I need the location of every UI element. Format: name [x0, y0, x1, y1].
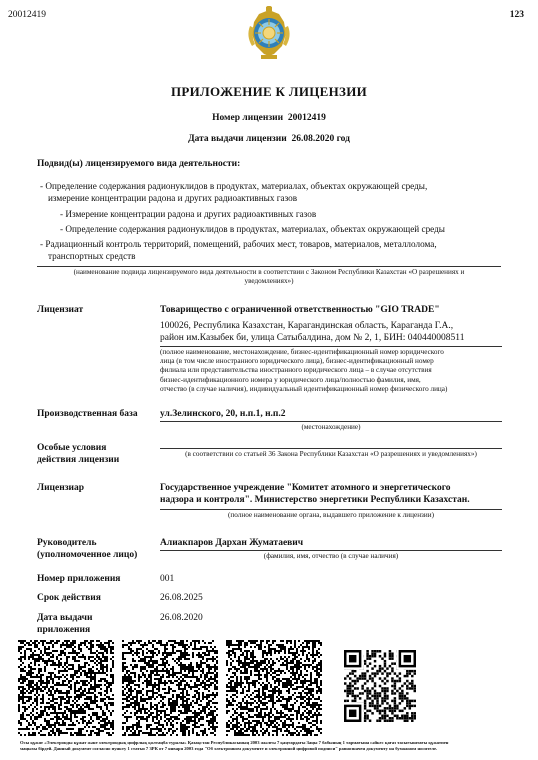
activity-note-line: (наименование подвида лицензируемого вида деятельности в соответствии с Законом Республики Казахстан «О разрешениях и — [73, 268, 465, 276]
activity-item — [40, 250, 510, 262]
special-conditions-caption: (в соответствии со статьей 36 Закона Республики Казахстан «О разрешениях и уведомлениях») — [185, 450, 477, 458]
bullet: - — [40, 239, 44, 249]
appendix-number-label: Номер приложения — [37, 574, 121, 584]
licensee-caption-line: (полное наименование, местонахождение, бизнес-идентификационный номер юридического — [160, 348, 444, 356]
footer-line: Осы құжат «Электронды құжат және электрондық цифрлық қолтаңба туралы» Қазақстан Республикасының 2003 жылғы 7 қаңтардағы Заңы 7 бабының 1 тармағына сәйкес қағаз тасығыштағы құжатпен — [20, 740, 449, 745]
head-rule — [160, 550, 502, 551]
head-name: Алиакпаров Дархан Жуматаевич — [160, 538, 304, 548]
activity-item — [40, 223, 510, 235]
special-conditions-label-line: действия лицензии — [37, 455, 120, 465]
licensee-caption — [160, 348, 502, 394]
issue-date-label-line: Дата выдачи — [37, 613, 93, 623]
activity-note-line: уведомлениях») — [244, 277, 294, 285]
dense-code-block — [226, 640, 322, 736]
page-number: 123 — [509, 10, 524, 20]
licensor-value — [160, 482, 502, 506]
license-number-line — [0, 113, 538, 123]
licensee-caption-line: бизнес-идентификационного номера у юридического лица/полностью фамилия, имя, — [160, 375, 421, 384]
activity-item — [40, 208, 510, 220]
issue-date-value: 26.08.2020 год — [291, 134, 350, 144]
licensee-address-line: район им.Казыбек би, улица Сатыбалдина, дом № 2, 1, БИН: 040440008511 — [160, 333, 465, 343]
licensee-caption-line: отчество (в случае наличия), индивидуальный идентификационный номер физического лица) — [160, 384, 448, 393]
activity-item — [40, 180, 510, 192]
licensee-caption-line: филиала или представительства иностранного юридического лица – в случае отсутствия — [160, 366, 432, 375]
issue-date-label: Дата выдачи лицензии — [188, 134, 287, 144]
kazakhstan-state-emblem-icon — [246, 6, 292, 62]
activity-item — [40, 192, 510, 204]
licensor-rule — [160, 509, 502, 510]
production-base-label: Производственная база — [37, 409, 138, 419]
activity-rule — [37, 266, 501, 267]
licensee-label: Лицензиат — [37, 305, 84, 315]
head-caption: (фамилия, имя, отчество (в случае наличия) — [263, 552, 399, 560]
activity-heading: Подвид(ы) лицензируемого вида деятельности: — [37, 159, 241, 169]
activity-item-text: Определение содержания радионуклидов в продуктах, материалах, объектах окружающей среды — [65, 224, 445, 234]
issue-date-appendix-value: 26.08.2020 — [160, 613, 203, 623]
activity-item-text: транспортных средств — [48, 251, 136, 261]
bullet: - — [40, 181, 44, 191]
special-conditions-rule — [160, 448, 502, 449]
licensee-address-line: 100026, Республика Казахстан, Карагандинская область, Караганда Г.А., — [160, 321, 454, 331]
activity-note — [30, 268, 508, 286]
licensor-value-line: надзора и контроля". Министерство энергетики Республики Казахстан. — [160, 495, 470, 505]
issue-date-label-line: приложения — [37, 625, 91, 635]
activity-list — [40, 180, 510, 262]
licensee-caption-line: лица (в том числе иностранного юридического лица), бизнес-идентификационный номер — [160, 357, 434, 366]
special-conditions-label-line: Особые условия — [37, 443, 107, 453]
footer-line: маңызы бірдей. Данный документ согласно пункту 1 статьи 7 ЗРК от 7 января 2003 года "Об электронном документе и электронной цифровой подписи" равнозначен документу на бумажном носителе. — [20, 745, 438, 751]
licensee-name: Товарищество с ограниченной ответственностью "GIO TRADE" — [160, 305, 440, 315]
production-base-rule — [160, 421, 502, 422]
licensor-caption: (полное наименование органа, выдавшего приложение к лицензии) — [228, 511, 434, 519]
license-number-label: Номер лицензии — [212, 113, 284, 123]
activity-item-text: Измерение концентрации радона и других радиоактивных газов — [65, 209, 317, 219]
special-conditions-label — [37, 442, 119, 466]
activity-item-text: измерение концентрации радона и других радиоактивных газов — [48, 193, 298, 203]
license-number-header: 20012419 — [8, 10, 46, 20]
appendix-number-value: 001 — [160, 574, 175, 584]
production-base-value: ул.Зелинского, 20, н.п.1, н.п.2 — [160, 409, 286, 419]
issue-date-line — [0, 134, 538, 144]
activity-item-text: Определение содержания радионуклидов в продуктах, материалах, объектах окружающей среды, — [45, 181, 428, 191]
validity-label: Срок действия — [37, 593, 101, 603]
issue-date-appendix-label — [37, 612, 93, 636]
head-label-line: Руководитель — [37, 538, 97, 548]
bullet: - — [60, 209, 64, 219]
licensee-rule — [160, 346, 502, 347]
licensor-label: Лицензиар — [37, 483, 85, 493]
footer-legal-text — [20, 740, 524, 751]
head-label — [37, 537, 137, 561]
licensor-value-line: Государственное учреждение "Комитет атомного и энергетического — [160, 483, 451, 493]
head-label-line: (уполномоченное лицо) — [37, 550, 138, 560]
bullet: - — [60, 224, 64, 234]
validity-value: 26.08.2025 — [160, 593, 203, 603]
dense-code-block — [122, 640, 218, 736]
activity-item-text: Радиационный контроль территорий, помещений, рабочих мест, товаров, материалов, металлолома, — [45, 239, 437, 249]
license-number-value: 20012419 — [287, 113, 326, 123]
activity-item — [40, 238, 510, 250]
dense-code-block — [18, 640, 114, 736]
licensee-address — [160, 320, 502, 344]
page-title: ПРИЛОЖЕНИЕ К ЛИЦЕНЗИИ — [170, 84, 368, 99]
qr-code — [344, 650, 416, 722]
production-base-caption: (местонахождение) — [301, 423, 361, 431]
